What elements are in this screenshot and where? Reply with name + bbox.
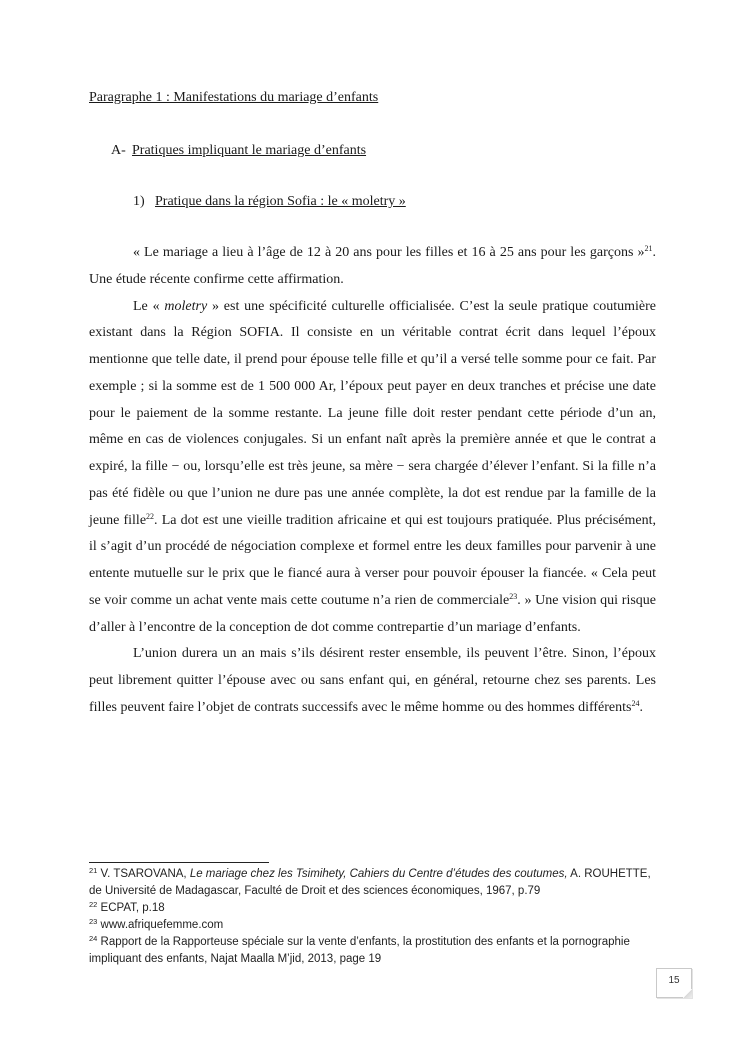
footnote-text: Rapport de la Rapporteuse spéciale sur la vente d’enfants, la prostitution des enfants et la pornographie impliquant des enfants, Najat Maalla M’jid, 2013, page 19	[89, 936, 630, 965]
footnote-text: V. TSAROVANA,	[97, 868, 190, 880]
text-run: .	[639, 699, 643, 715]
footnote-22	[89, 900, 659, 917]
italic-term: moletry	[164, 298, 208, 314]
text-run: Le «	[133, 298, 165, 314]
footnote-number: 23	[89, 917, 98, 926]
paragraph-heading: Paragraphe 1 : Manifestations du mariage d’enfants	[89, 90, 379, 105]
subsection-label: 1)	[133, 194, 145, 209]
text-run: L’union durera un an mais s’ils désirent rester ensemble, ils peuvent l’être. Sinon, l’époux peut librement quitter l’épouse avec ou sans enfant qui, en général, retourne chez ses parents. Les filles peuvent faire l’objet de contrats successifs avec le même homme ou des hommes différents	[89, 646, 656, 715]
body-paragraph-3	[89, 641, 656, 721]
text-run: . Une étude récente confirme cette affirmation.	[89, 245, 656, 287]
section-heading	[111, 143, 366, 159]
text-run: » est une spécificité culturelle officialisée. C’est la seule pratique coutumière existant dans la Région SOFIA. Il consiste en un véritable contrat écrit dans lequel l’époux mentionne que telle date, il prend pour épouse telle fille et qu’il a versé telle somme pour ce fait. Par exemple ; si la somme est de 1 500 000 Ar, l’époux peut payer en deux tranches et précise une date pour le paiement de la somme restante. La jeune fille doit rester pendant cette période d’un an, même en cas de violences conjugales. Si un enfant naît après la première année et que le contrat a expiré, la fille − ou, lorsqu’elle est très jeune, sa mère − sera chargée d’élever l’enfant. Si la fille n’a pas été fidèle ou que l’union ne dure pas une année complète, la dot est rendue par la famille de la jeune fille	[89, 298, 656, 528]
section-title: Pratiques impliquant le mariage d’enfants	[132, 143, 367, 158]
footnote-ref[interactable]: 22	[146, 511, 155, 521]
footnote-number: 22	[89, 900, 98, 909]
footnote-23	[89, 917, 659, 934]
page-curl-icon	[683, 989, 692, 998]
page-number: 15	[668, 975, 680, 986]
footnote-separator	[89, 862, 269, 863]
footnote-number: 24	[89, 934, 98, 943]
footnote-italic: Le mariage chez les Tsimihety, Cahiers du Centre d’études des coutumes,	[189, 868, 568, 880]
body-paragraph-1	[89, 240, 656, 294]
section-label: A-	[111, 143, 126, 158]
footnote-21	[89, 866, 659, 900]
text-run: « Le mariage a lieu à l’âge de 12 à 20 ans pour les filles et 16 à 25 ans pour les garçons »	[133, 245, 645, 260]
footnote-text: ECPAT, p.18	[97, 902, 165, 914]
subsection-heading	[133, 194, 406, 210]
footnote-ref[interactable]: 21	[644, 244, 653, 253]
footnote-link[interactable]: www.afriquefemme.com	[97, 919, 224, 931]
footnote-ref[interactable]: 24	[631, 698, 640, 708]
page-number-box	[656, 968, 692, 998]
footnote-ref[interactable]: 23	[509, 591, 518, 601]
body-paragraph-2	[89, 294, 656, 642]
subsection-title: Pratique dans la région Sofia : le « moletry »	[155, 194, 406, 209]
body-text	[89, 240, 656, 722]
footnote-number: 21	[89, 866, 98, 875]
text-run: . » Une vision qui risque d’aller à l’encontre de la conception de dot comme contrepartie d’un mariage d’enfants.	[89, 592, 657, 635]
footnote-24	[89, 934, 659, 968]
text-run: . La dot est une vieille tradition africaine et qui est toujours pratiquée. Plus précisément, il s’agit d’un procédé de négociation complexe et formel entre les deux familles pour parvenir à une entente mutuelle sur le prix que le fiancé aura à verser pour pouvoir épouser la fiancée. « Cela peut se voir comme un achat vente mais cette coutume n’a rien de commerciale	[89, 512, 657, 608]
footnote-text: A. ROUHETTE, de Université de Madagascar, Faculté de Droit et des sciences économiques, 1967, p.79	[89, 868, 651, 897]
footnotes	[89, 866, 659, 968]
